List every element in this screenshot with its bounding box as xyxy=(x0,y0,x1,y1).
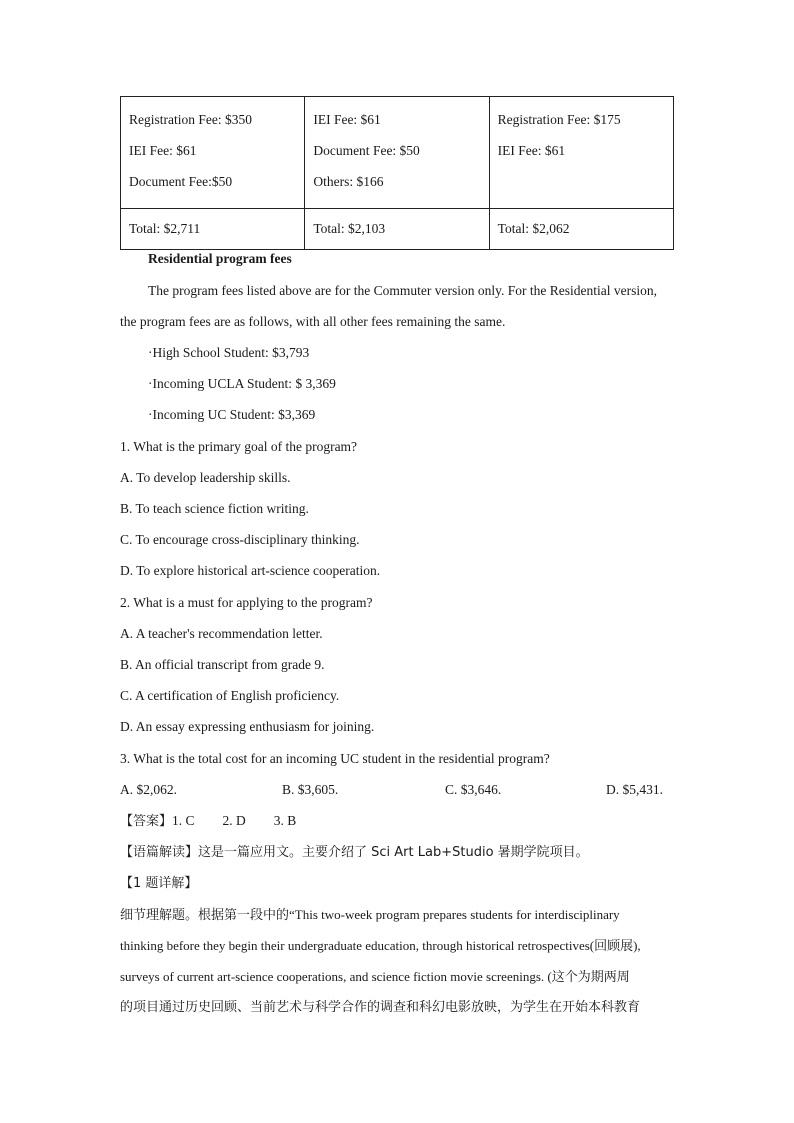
detail-line: thinking before they begin their undergraduate education, through historical retrospectives(回顾展), xyxy=(120,938,641,953)
fee-total: Total: $2,711 xyxy=(121,209,305,250)
question-option: C. A certification of English proficiency. xyxy=(120,688,340,703)
fee-item: IEI Fee: $61 xyxy=(129,143,197,158)
answer-item: 2. D xyxy=(222,813,246,828)
detail-line: 的项目通过历史回顾、当前艺术与科学合作的调查和科幻电影放映，为学生在开始本科教育 xyxy=(120,1000,641,1015)
answer-item: 3. B xyxy=(273,813,297,828)
fee-item: IEI Fee: $61 xyxy=(497,143,566,158)
detail-line: 细节理解题。根据第一段中的“This two-week program prepares students for interdisciplinary xyxy=(120,907,620,922)
question-option: B. To teach science fiction writing. xyxy=(120,501,309,516)
fee-item: Others: $166 xyxy=(313,174,384,189)
residential-heading: Residential program fees xyxy=(148,251,292,266)
detail-line: surveys of current art-science cooperations, and science fiction movie screenings. (这个为期两周 xyxy=(120,969,630,984)
fee-table xyxy=(120,96,674,250)
residential-fee-item: ·Incoming UCLA Student: $ 3,369 xyxy=(148,376,336,391)
question-stem: 2. What is a must for applying to the program? xyxy=(120,595,373,610)
fee-column-1 xyxy=(121,97,305,209)
fee-items-row xyxy=(121,97,674,209)
question-option: D. $5,431. xyxy=(606,782,663,797)
answer-label: 【答案】 xyxy=(120,814,173,829)
question-stem: 1. What is the primary goal of the program? xyxy=(120,439,358,454)
detail-heading: 【1 题详解】 xyxy=(120,876,198,891)
question-option: D. An essay expressing enthusiasm for joining. xyxy=(120,719,375,734)
reading-line xyxy=(120,843,589,863)
fee-column-2 xyxy=(305,97,489,209)
reading-label: 【语篇解读】 xyxy=(120,845,199,860)
question-option: B. An official transcript from grade 9. xyxy=(120,657,325,672)
question-option: A. To develop leadership skills. xyxy=(120,470,291,485)
answer-item: 1. C xyxy=(172,813,195,828)
residential-intro-line: The program fees listed above are for the Commuter version only. For the Residential version, xyxy=(148,283,657,298)
fee-item: IEI Fee: $61 xyxy=(313,112,381,127)
fee-item: Document Fee:$50 xyxy=(129,174,233,189)
question-option: A. A teacher's recommendation letter. xyxy=(120,626,323,641)
question-option: C. $3,646. xyxy=(445,782,502,797)
fee-item: Document Fee: $50 xyxy=(313,143,420,158)
fee-column-3 xyxy=(489,97,673,209)
residential-fee-item: ·High School Student: $3,793 xyxy=(148,345,310,360)
fee-total: Total: $2,103 xyxy=(305,209,489,250)
residential-intro-line: the program fees are as follows, with all other fees remaining the same. xyxy=(120,314,506,329)
fee-total: Total: $2,062 xyxy=(489,209,673,250)
question-option: C. To encourage cross-disciplinary thinking. xyxy=(120,532,360,547)
residential-fee-item: ·Incoming UC Student: $3,369 xyxy=(148,407,316,422)
answer-line xyxy=(120,811,296,832)
question-option: D. To explore historical art-science cooperation. xyxy=(120,563,381,578)
fee-totals-row xyxy=(121,209,674,250)
question-option: B. $3,605. xyxy=(282,782,339,797)
fee-item: Registration Fee: $350 xyxy=(129,112,252,127)
fee-item: Registration Fee: $175 xyxy=(497,112,621,127)
question-option: A. $2,062. xyxy=(120,782,177,797)
question-stem: 3. What is the total cost for an incoming UC student in the residential program? xyxy=(120,751,550,766)
question-options-row xyxy=(120,780,674,800)
reading-text: 这是一篇应用文。主要介绍了 Sci Art Lab+Studio 暑期学院项目。 xyxy=(198,845,589,860)
